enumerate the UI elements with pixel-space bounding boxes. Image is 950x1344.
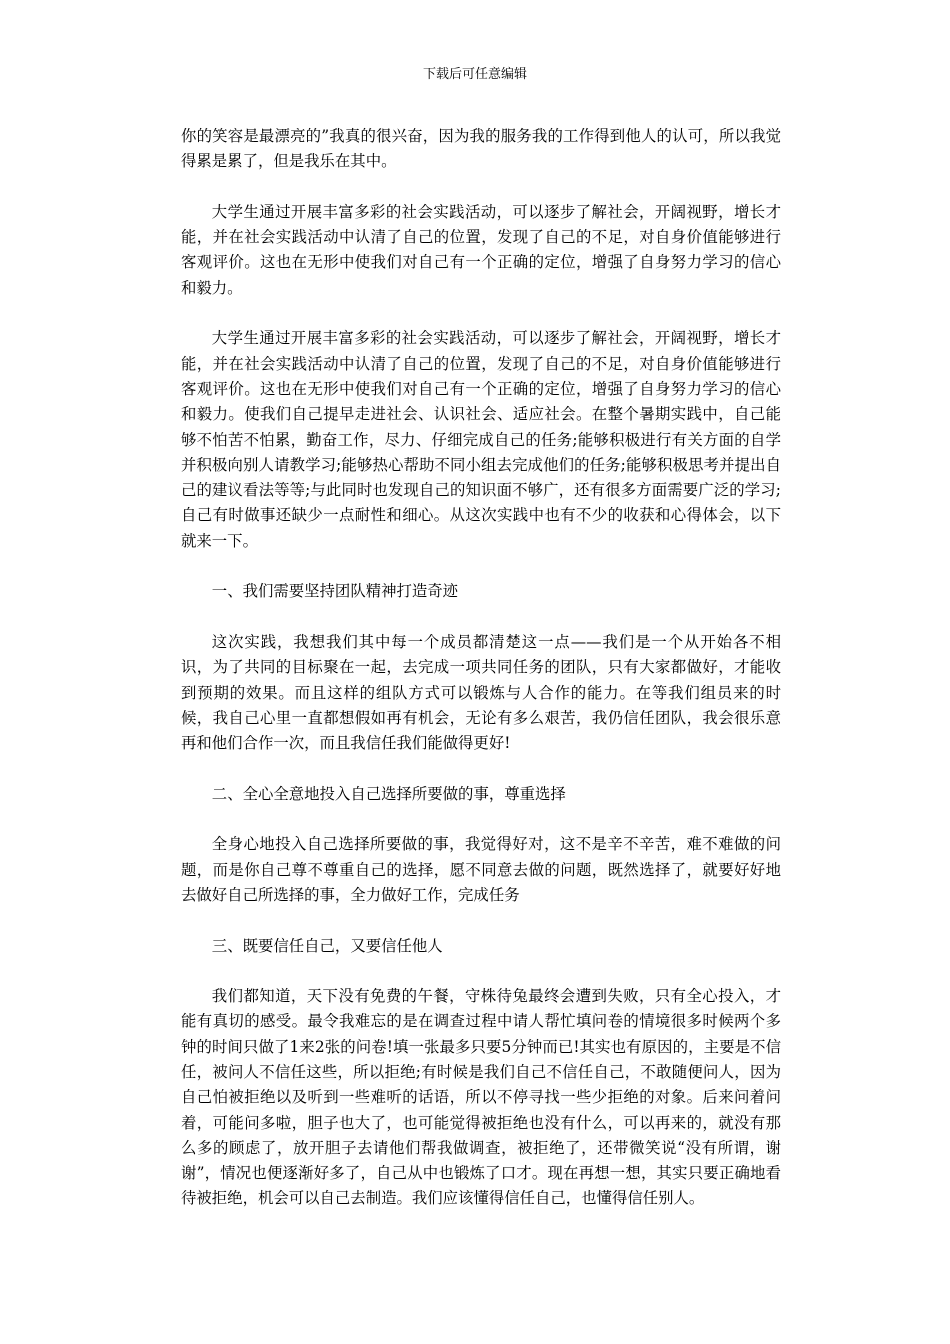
paragraph-trust: 我们都知道，天下没有免费的午餐，守株待兔最终会遭到失败，只有全心投入，才能有真切的感受。最令我难忘的是在调查过程中请人帮忙填问卷的情境很多时候两个多钟的时间只做了1来2张的问卷!填一张最多只要5分钟而已!其实也有原因的，主要是不信任，被问人不信任这些，所以拒绝;有时候是我们自己不信任自己，不敢随便问人，因为自己怕被拒绝以及听到一些难听的话语，所以不停寻找一些少拒绝的对象。后来问着问着，可能问多啦，胆子也大了，也可能觉得被拒绝也没有什么，可以再来的，就没有那么多的顾虑了，放开胆子去请他们帮我做调查，被拒绝了，还带微笑说“没有所谓，谢谢”，情况也便逐渐好多了，自己从中也锻炼了口才。现在再想一想，其实只要正确地看待被拒绝，机会可以自己去制造。我们应该懂得信任自己，也懂得信任别人。 (181, 987, 781, 1208)
section-heading-1: 一、我们需要坚持团队精神打造奇迹 (211, 582, 459, 601)
continued-paragraph: 你的笑容是最漂亮的”我真的很兴奋，因为我的服务我的工作得到他人的认可，所以我觉得累是累了，但是我乐在其中。 (181, 127, 781, 171)
paragraph-respect-choice: 全身心地投入自己选择所要做的事，我觉得好对，这不是辛不辛苦，难不难做的问题，而是你自己尊不尊重自己的选择，愿不同意去做的问题，既然选择了，就要好好地去做好自己所选择的事，全力做好工作，完成任务 (181, 835, 781, 904)
section-heading-2: 二、全心全意地投入自己选择所要做的事，尊重选择 (211, 784, 566, 803)
document-body (181, 124, 781, 1237)
page-header: 下载后可任意编辑 (422, 67, 527, 82)
paragraph-practice-intro: 大学生通过开展丰富多彩的社会实践活动，可以逐步了解社会，开阔视野，增长才能，并在社会实践活动中认清了自己的位置，发现了自己的不足，对自身价值能够进行客观评价。这也在无形中使我们对自己有一个正确的定位，增强了自身努力学习的信心和毅力。 (181, 202, 781, 297)
paragraph-practice-summary: 大学生通过开展丰富多彩的社会实践活动，可以逐步了解社会，开阔视野，增长才能，并在社会实践活动中认清了自己的位置，发现了自己的不足，对自身价值能够进行客观评价。这也在无形中使我们对自己有一个正确的定位，增强了自身努力学习的信心和毅力。使我们自己提早走进社会、认识社会、适应社会。在整个暑期实践中，自己能够不怕苦不怕累，勤奋工作，尽力、仔细完成自己的任务;能够积极进行有关方面的自学并积极向别人请教学习;能够热心帮助不同小组去完成他们的任务;能够积极思考并提出自己的建议看法等等;与此同时也发现自己的知识面不够广，还有很多方面需要广泛的学习;自己有时做事还缺少一点耐性和细心。从这次实践中也有不少的收获和心得体会，以下就来一下。 (181, 329, 781, 550)
paragraph-team-spirit: 这次实践，我想我们其中每一个成员都清楚这一点——我们是一个从开始各不相识，为了共同的目标聚在一起，去完成一项共同任务的团队，只有大家都做好，才能收到预期的效果。而且这样的组队方式可以锻炼与人合作的能力。在等我们组员来的时候，我自己心里一直都想假如再有机会，无论有多么艰苦，我仍信任团队，我会很乐意再和他们合作一次，而且我信任我们能做得更好! (181, 632, 781, 753)
section-heading-3: 三、既要信任自己，又要信任他人 (211, 936, 443, 955)
